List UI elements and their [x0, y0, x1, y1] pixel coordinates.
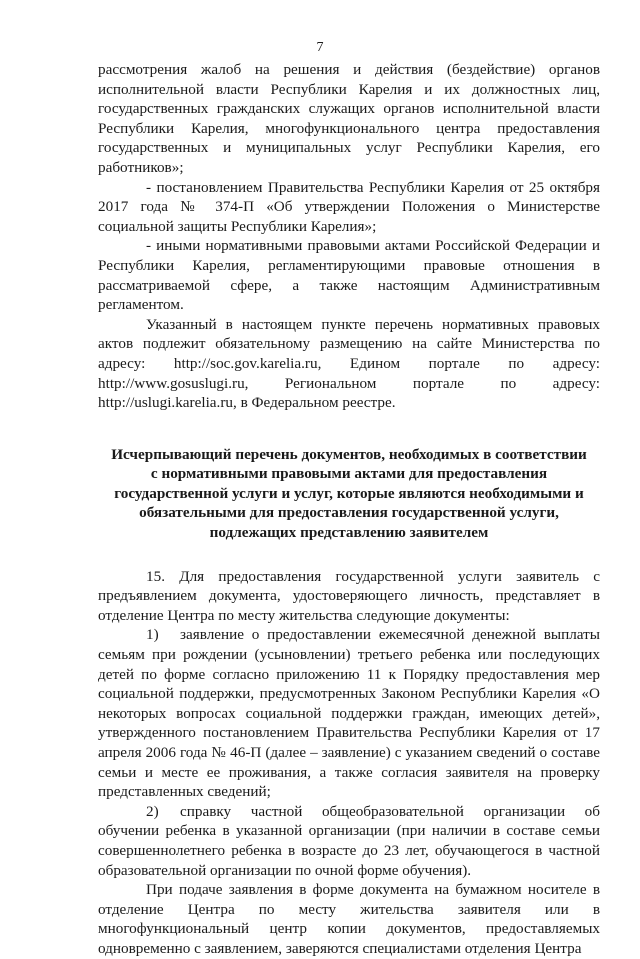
- list-item-1-number: 1): [146, 626, 159, 644]
- paragraph-other-acts: - иными нормативными правовыми актами Российской Федерации и Республики Карелия, регламентирующими правовые отношения в рассматриваемой сфере, а также настоящим Административным регламентом.: [98, 237, 600, 314]
- paragraph-publication: Указанный в настоящем пункте перечень нормативных правовых актов подлежит обязательному размещению на сайте Министерства по адресу: http://soc.gov.karelia.ru, Едином портале по адресу: http://www.gosuslugi.ru, Региональном портале по адресу: http://uslugi.karelia.ru, в Федеральном реестре.: [98, 315, 600, 412]
- paragraph-paper-submission: При подаче заявления в форме документа на бумажном носителе в отделение Центра по месту жительства заявителя или в многофункциональный центр копии документов, предоставляемых одновременно с заявлением, заверяются специалистами отделения Центра: [98, 881, 600, 957]
- list-item-2-text: справку частной общеобразовательной организации об обучении ребенка в указанной организации (при наличии в составе семьи совершеннолетнего ребенка в возрасте до 23 лет, обучающегося в частной образовательной организации по очной форме обучения).: [98, 802, 600, 879]
- list-item-1: [98, 625, 600, 801]
- section-heading: Исчерпывающий перечень документов, необходимых в соответствии с нормативными правовыми актами для предоставления государственной услуги и услуг, которые являются необходимыми и обязательными для предоставления государственной услуги, подлежащих представлению заявителем: [111, 445, 587, 542]
- clause-15: 15. Для предоставления государственной услуги заявитель с предъявлением документа, удостоверяющего личность, представляет в отделение Центра по месту жительства следующие документы:: [98, 567, 600, 624]
- document-body: [98, 60, 600, 959]
- list-item-2-number: 2): [146, 802, 159, 820]
- paragraph-continuation: рассмотрения жалоб на решения и действия (бездействие) органов исполнительной власти Республики Карелия и их должностных лиц, государственных гражданских служащих органов исполнительной власти Республики Карелия, многофункционального центра предоставления государственных и муниципальных услуг Республики Карелия, его работников»;: [98, 61, 600, 176]
- page-number: 7: [316, 40, 324, 55]
- paragraph-resolution-374: - постановлением Правительства Республики Карелия от 25 октября 2017 года № 374-П «Об утверждении Положения о Министерстве социальной защиты Республики Карелия»;: [98, 178, 600, 235]
- list-item-1-text: заявление о предоставлении ежемесячной денежной выплаты семьям при рождении (усыновлении) третьего ребенка или последующих детей по форме согласно приложению 11 к Порядку предоставления мер социальной поддержки, предусмотренных Законом Республики Карелия «О некоторых вопросах социальной поддержки граждан, имеющих детей», утвержденного постановлением Правительства Республики Карелия от 17 апреля 2006 года № 46-П (далее – заявление) с указанием сведений о составе семьи и месте ее проживания, а также согласия заявителя на проверку представленных сведений;: [98, 626, 600, 801]
- list-item-2: [98, 802, 600, 880]
